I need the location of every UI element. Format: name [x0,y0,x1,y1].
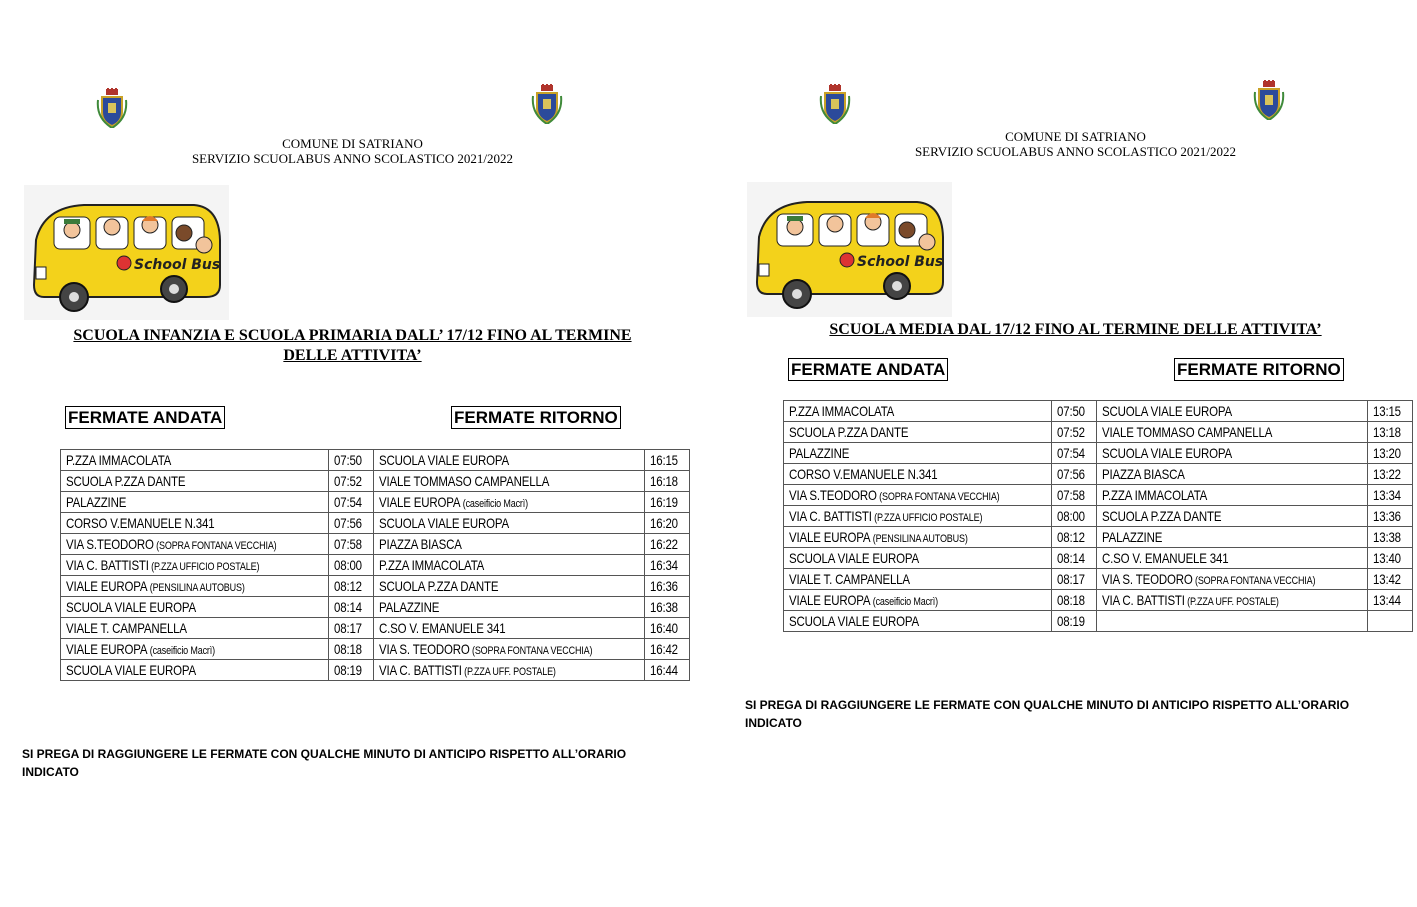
table-row [61,513,690,534]
ritorno-stop-cell: PIAZZA BIASCA [1096,464,1367,485]
ritorno-time-cell: 13:18 [1367,422,1412,443]
ritorno-stop-cell: VIALE TOMMASO CAMPANELLA [373,471,644,492]
andata-time-cell: 07:56 [328,513,373,534]
andata-stop-cell: SCUOLA VIALE EUROPA [61,660,329,681]
municipal-crest-icon [531,84,563,124]
andata-stop-cell: PALAZZINE [784,443,1052,464]
ritorno-stop-cell: SCUOLA P.ZZA DANTE [1096,506,1367,527]
ritorno-time-cell: 16:40 [644,618,689,639]
ritorno-time-cell: 13:20 [1367,443,1412,464]
ritorno-time-cell: 13:15 [1367,401,1412,422]
ritorno-stop-cell: VIALE EUROPA (caseificio Macrì) [373,492,644,513]
table-row [61,471,690,492]
andata-stop-cell: P.ZZA IMMACOLATA [61,450,329,471]
table-row [784,548,1413,569]
table-row [61,555,690,576]
andata-time-cell: 07:54 [1051,443,1096,464]
notice-text: SI PREGA DI RAGGIUNGERE LE FERMATE CON QUALCHE MINUTO DI ANTICIPO RISPETTO ALL’ORARIO INDICATO [22,747,627,779]
municipal-crest-icon [1253,80,1285,120]
andata-time-cell: 08:00 [328,555,373,576]
heading-fermate-andata: FERMATE ANDATA [65,406,225,429]
ritorno-time-cell [1367,611,1412,632]
andata-time-cell: 07:50 [328,450,373,471]
ritorno-time-cell: 16:38 [644,597,689,618]
andata-time-cell: 08:18 [1051,590,1096,611]
andata-time-cell: 07:58 [1051,485,1096,506]
andata-stop-cell: SCUOLA VIALE EUROPA [784,548,1052,569]
ritorno-stop-cell: SCUOLA VIALE EUROPA [1096,401,1367,422]
header-servizio: SERVIZIO SCUOLABUS ANNO SCOLASTICO 2021/2022 [914,144,1237,159]
table-row [784,611,1413,632]
andata-stop-cell: CORSO V.EMANUELE N.341 [784,464,1052,485]
ritorno-stop-cell: C.SO V. EMANUELE 341 [1096,548,1367,569]
andata-time-cell: 07:50 [1051,401,1096,422]
andata-stop-cell: VIALE EUROPA (PENSILINA AUTOBUS) [784,527,1052,548]
heading-fermate-ritorno: FERMATE RITORNO [451,406,621,429]
andata-stop-cell: VIA C. BATTISTI (P.ZZA UFFICIO POSTALE) [61,555,329,576]
header-comune: COMUNE DI SATRIANO [282,136,423,151]
heading-fermate-ritorno: FERMATE RITORNO [1174,358,1344,381]
ritorno-time-cell: 16:44 [644,660,689,681]
andata-stop-cell: VIALE T. CAMPANELLA [61,618,329,639]
ritorno-stop-cell: SCUOLA VIALE EUROPA [1096,443,1367,464]
andata-stop-cell: SCUOLA P.ZZA DANTE [61,471,329,492]
ritorno-time-cell: 16:19 [644,492,689,513]
table-row [61,639,690,660]
document-header [863,129,1288,159]
ritorno-stop-cell: VIA S. TEODORO (SOPRA FONTANA VECCHIA) [373,639,644,660]
ritorno-time-cell: 16:18 [644,471,689,492]
ritorno-time-cell: 13:34 [1367,485,1412,506]
andata-time-cell: 08:19 [328,660,373,681]
andata-stop-cell: VIALE T. CAMPANELLA [784,569,1052,590]
table-row [784,527,1413,548]
ritorno-time-cell: 16:15 [644,450,689,471]
school-bus-illustration [24,185,229,320]
andata-time-cell: 08:14 [1051,548,1096,569]
andata-time-cell: 08:17 [1051,569,1096,590]
ritorno-time-cell: 16:34 [644,555,689,576]
andata-stop-cell: P.ZZA IMMACOLATA [784,401,1052,422]
svg-text:School Bus: School Bus [134,257,221,273]
ritorno-stop-cell: PIAZZA BIASCA [373,534,644,555]
school-title: SCUOLA MEDIA DAL 17/12 FINO AL TERMINE DELLE ATTIVITA’ [829,321,1322,338]
andata-time-cell: 08:14 [328,597,373,618]
andata-time-cell: 08:12 [1051,527,1096,548]
table-row [61,576,690,597]
ritorno-stop-cell [1096,611,1367,632]
ritorno-time-cell: 16:22 [644,534,689,555]
andata-stop-cell: VIA S.TEODORO (SOPRA FONTANA VECCHIA) [784,485,1052,506]
ritorno-time-cell: 16:36 [644,576,689,597]
schedule-page-infanzia-primaria [0,0,708,907]
ritorno-stop-cell: PALAZZINE [1096,527,1367,548]
ritorno-time-cell: 13:36 [1367,506,1412,527]
header-servizio: SERVIZIO SCUOLABUS ANNO SCOLASTICO 2021/2022 [191,151,514,166]
andata-stop-cell: CORSO V.EMANUELE N.341 [61,513,329,534]
school-title: SCUOLA INFANZIA E SCUOLA PRIMARIA DALL’ 17/12 FINO AL TERMINE DELLE ATTIVITA’ [73,327,632,364]
ritorno-time-cell: 13:40 [1367,548,1412,569]
table-row [784,443,1413,464]
table-row [61,618,690,639]
ritorno-time-cell: 13:22 [1367,464,1412,485]
table-row [784,485,1413,506]
ritorno-time-cell: 16:42 [644,639,689,660]
andata-stop-cell: VIA C. BATTISTI (P.ZZA UFFICIO POSTALE) [784,506,1052,527]
header-comune: COMUNE DI SATRIANO [1005,129,1146,144]
ritorno-stop-cell: PALAZZINE [373,597,644,618]
table-row [784,569,1413,590]
table-row [784,590,1413,611]
schedule-table [783,400,1413,632]
ritorno-stop-cell: VIA C. BATTISTI (P.ZZA UFF. POSTALE) [1096,590,1367,611]
table-row [784,506,1413,527]
heading-fermate-andata: FERMATE ANDATA [788,358,948,381]
andata-stop-cell: SCUOLA VIALE EUROPA [61,597,329,618]
table-row [61,492,690,513]
ritorno-stop-cell: C.SO V. EMANUELE 341 [373,618,644,639]
andata-time-cell: 08:19 [1051,611,1096,632]
schedule-page-media [723,0,1417,907]
andata-time-cell: 08:18 [328,639,373,660]
andata-time-cell: 08:12 [328,576,373,597]
table-row [61,597,690,618]
andata-time-cell: 07:58 [328,534,373,555]
ritorno-stop-cell: P.ZZA IMMACOLATA [1096,485,1367,506]
table-row [61,450,690,471]
ritorno-stop-cell: VIA S. TEODORO (SOPRA FONTANA VECCHIA) [1096,569,1367,590]
andata-stop-cell: VIALE EUROPA (PENSILINA AUTOBUS) [61,576,329,597]
ritorno-time-cell: 13:44 [1367,590,1412,611]
andata-stop-cell: VIALE EUROPA (caseificio Macrì) [784,590,1052,611]
ritorno-time-cell: 13:42 [1367,569,1412,590]
andata-time-cell: 08:17 [328,618,373,639]
andata-time-cell: 07:54 [328,492,373,513]
andata-time-cell: 07:52 [1051,422,1096,443]
table-row [784,401,1413,422]
ritorno-stop-cell: SCUOLA VIALE EUROPA [373,450,644,471]
ritorno-stop-cell: SCUOLA P.ZZA DANTE [373,576,644,597]
ritorno-time-cell: 13:38 [1367,527,1412,548]
table-row [61,660,690,681]
ritorno-time-cell: 16:20 [644,513,689,534]
ritorno-stop-cell: SCUOLA VIALE EUROPA [373,513,644,534]
table-row [61,534,690,555]
ritorno-stop-cell: P.ZZA IMMACOLATA [373,555,644,576]
andata-time-cell: 07:52 [328,471,373,492]
notice-text: SI PREGA DI RAGGIUNGERE LE FERMATE CON QUALCHE MINUTO DI ANTICIPO RISPETTO ALL’ORARIO INDICATO [745,698,1350,730]
school-bus-illustration [747,182,952,317]
andata-stop-cell: SCUOLA P.ZZA DANTE [784,422,1052,443]
andata-stop-cell: VIA S.TEODORO (SOPRA FONTANA VECCHIA) [61,534,329,555]
andata-stop-cell: VIALE EUROPA (caseificio Macrì) [61,639,329,660]
municipal-crest-icon [96,88,128,128]
document-header [140,136,565,166]
table-row [784,464,1413,485]
andata-time-cell: 08:00 [1051,506,1096,527]
andata-time-cell: 07:56 [1051,464,1096,485]
andata-stop-cell: SCUOLA VIALE EUROPA [784,611,1052,632]
table-row [784,422,1413,443]
ritorno-stop-cell: VIA C. BATTISTI (P.ZZA UFF. POSTALE) [373,660,644,681]
svg-text:School Bus: School Bus [857,254,944,270]
andata-stop-cell: PALAZZINE [61,492,329,513]
ritorno-stop-cell: VIALE TOMMASO CAMPANELLA [1096,422,1367,443]
municipal-crest-icon [819,84,851,124]
schedule-table [60,449,690,681]
